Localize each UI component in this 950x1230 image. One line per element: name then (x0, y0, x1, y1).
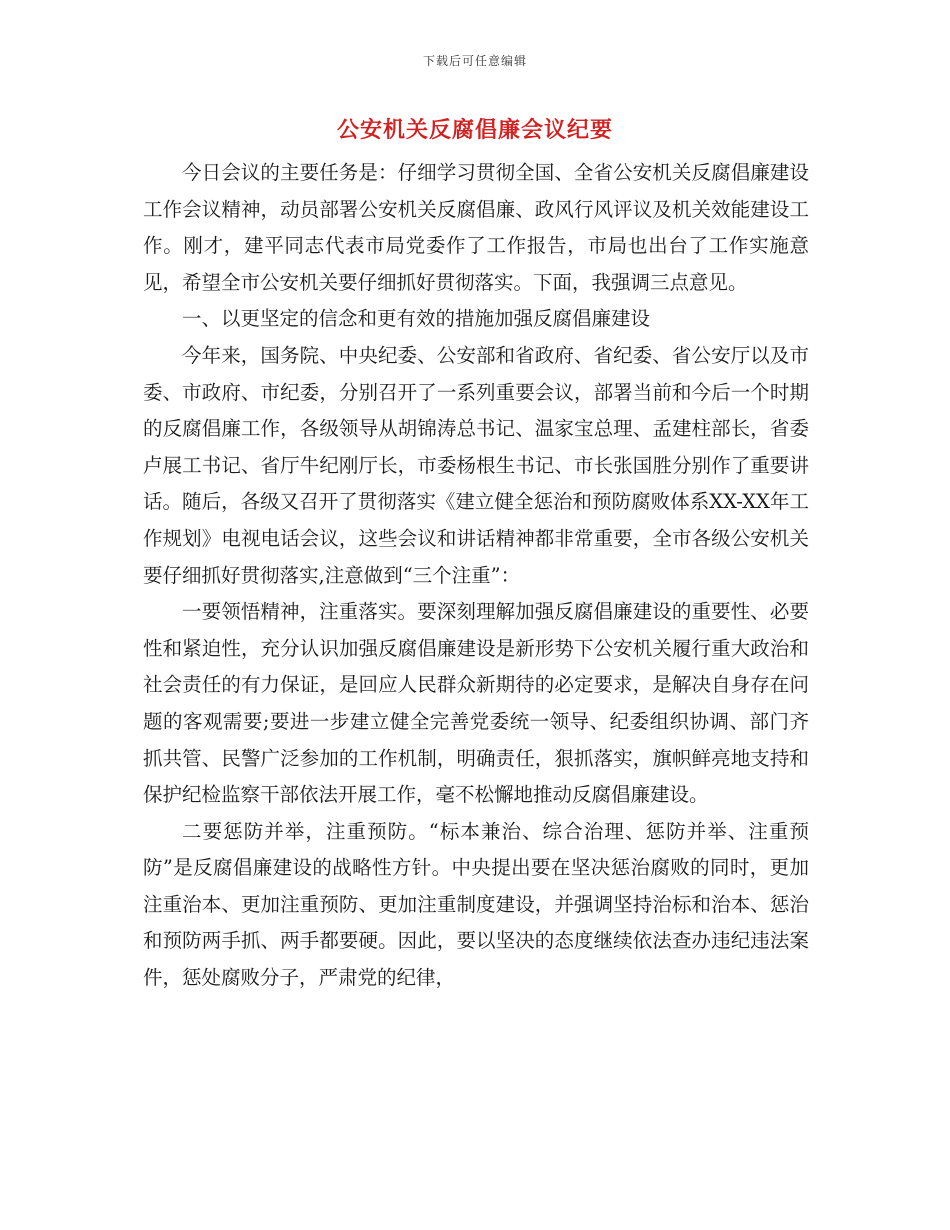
paragraph-point-2: 二要惩防并举，注重预防。“标本兼治、综合治理、惩防并举、注重预防”是反腐倡廉建设的战略性方针。中央提出要在坚决惩治腐败的同时，更加注重治本、更加注重预防、更加注重制度建设，并强调坚持治标和治本、惩治和预防两手抓、两手都要硬。因此，要以坚决的态度继续依法查办违纪违法案件，惩处腐败分子，严肃党的纪律， (143, 819, 809, 990)
document-title: 公安机关反腐倡廉会议纪要 (336, 117, 613, 143)
document-body (143, 155, 809, 997)
paragraph-point-1: 一要领悟精神，注重落实。要深刻理解加强反腐倡廉建设的重要性、必要性和紧迫性，充分认识加强反腐倡廉建设是新形势下公安机关履行重大政治和社会责任的有力保证，是回应人民群众新期待的必定要求，是解决自身存在问题的客观需要;要进一步建立健全完善党委统一领导、纪委组织协调、部门齐抓共管、民警广泛参加的工作机制，明确责任，狠抓落实，旗帜鲜亮地支持和保护纪检监察干部依法开展工作，毫不松懈地推动反腐倡廉建设。 (143, 600, 809, 807)
paragraph-intro: 今日会议的主要任务是：仔细学习贯彻全国、全省公安机关反腐倡廉建设工作会议精神，动员部署公安机关反腐倡廉、政风行风评议及机关效能建设工作。刚才，建平同志代表市局党委作了工作报告，市局也出台了工作实施意见，希望全市公安机关要仔细抓好贯彻落实。下面，我强调三点意见。 (143, 161, 809, 294)
header-note: 下载后可任意编辑 (422, 54, 527, 68)
paragraph-meetings: 今年来，国务院、中央纪委、公安部和省政府、省纪委、省公安厅以及市委、市政府、市纪委，分别召开了一系列重要会议，部署当前和今后一个时期的反腐倡廉工作，各级领导从胡锦涛总书记、温家宝总理、孟建柱部长，省委卢展工书记、省厅牛纪刚厅长，市委杨根生书记、市长张国胜分别作了重要讲话。随后，各级又召开了贯彻落实《建立健全惩治和预防腐败体系XX-XX年工作规划》电视电话会议，这些会议和讲话精神都非常重要，全市各级公安机关要仔细抓好贯彻落实,注意做到“三个注重”： (143, 343, 809, 587)
section-heading-1: 一、以更坚定的信念和更有效的措施加强反腐倡廉建设 (182, 307, 651, 331)
